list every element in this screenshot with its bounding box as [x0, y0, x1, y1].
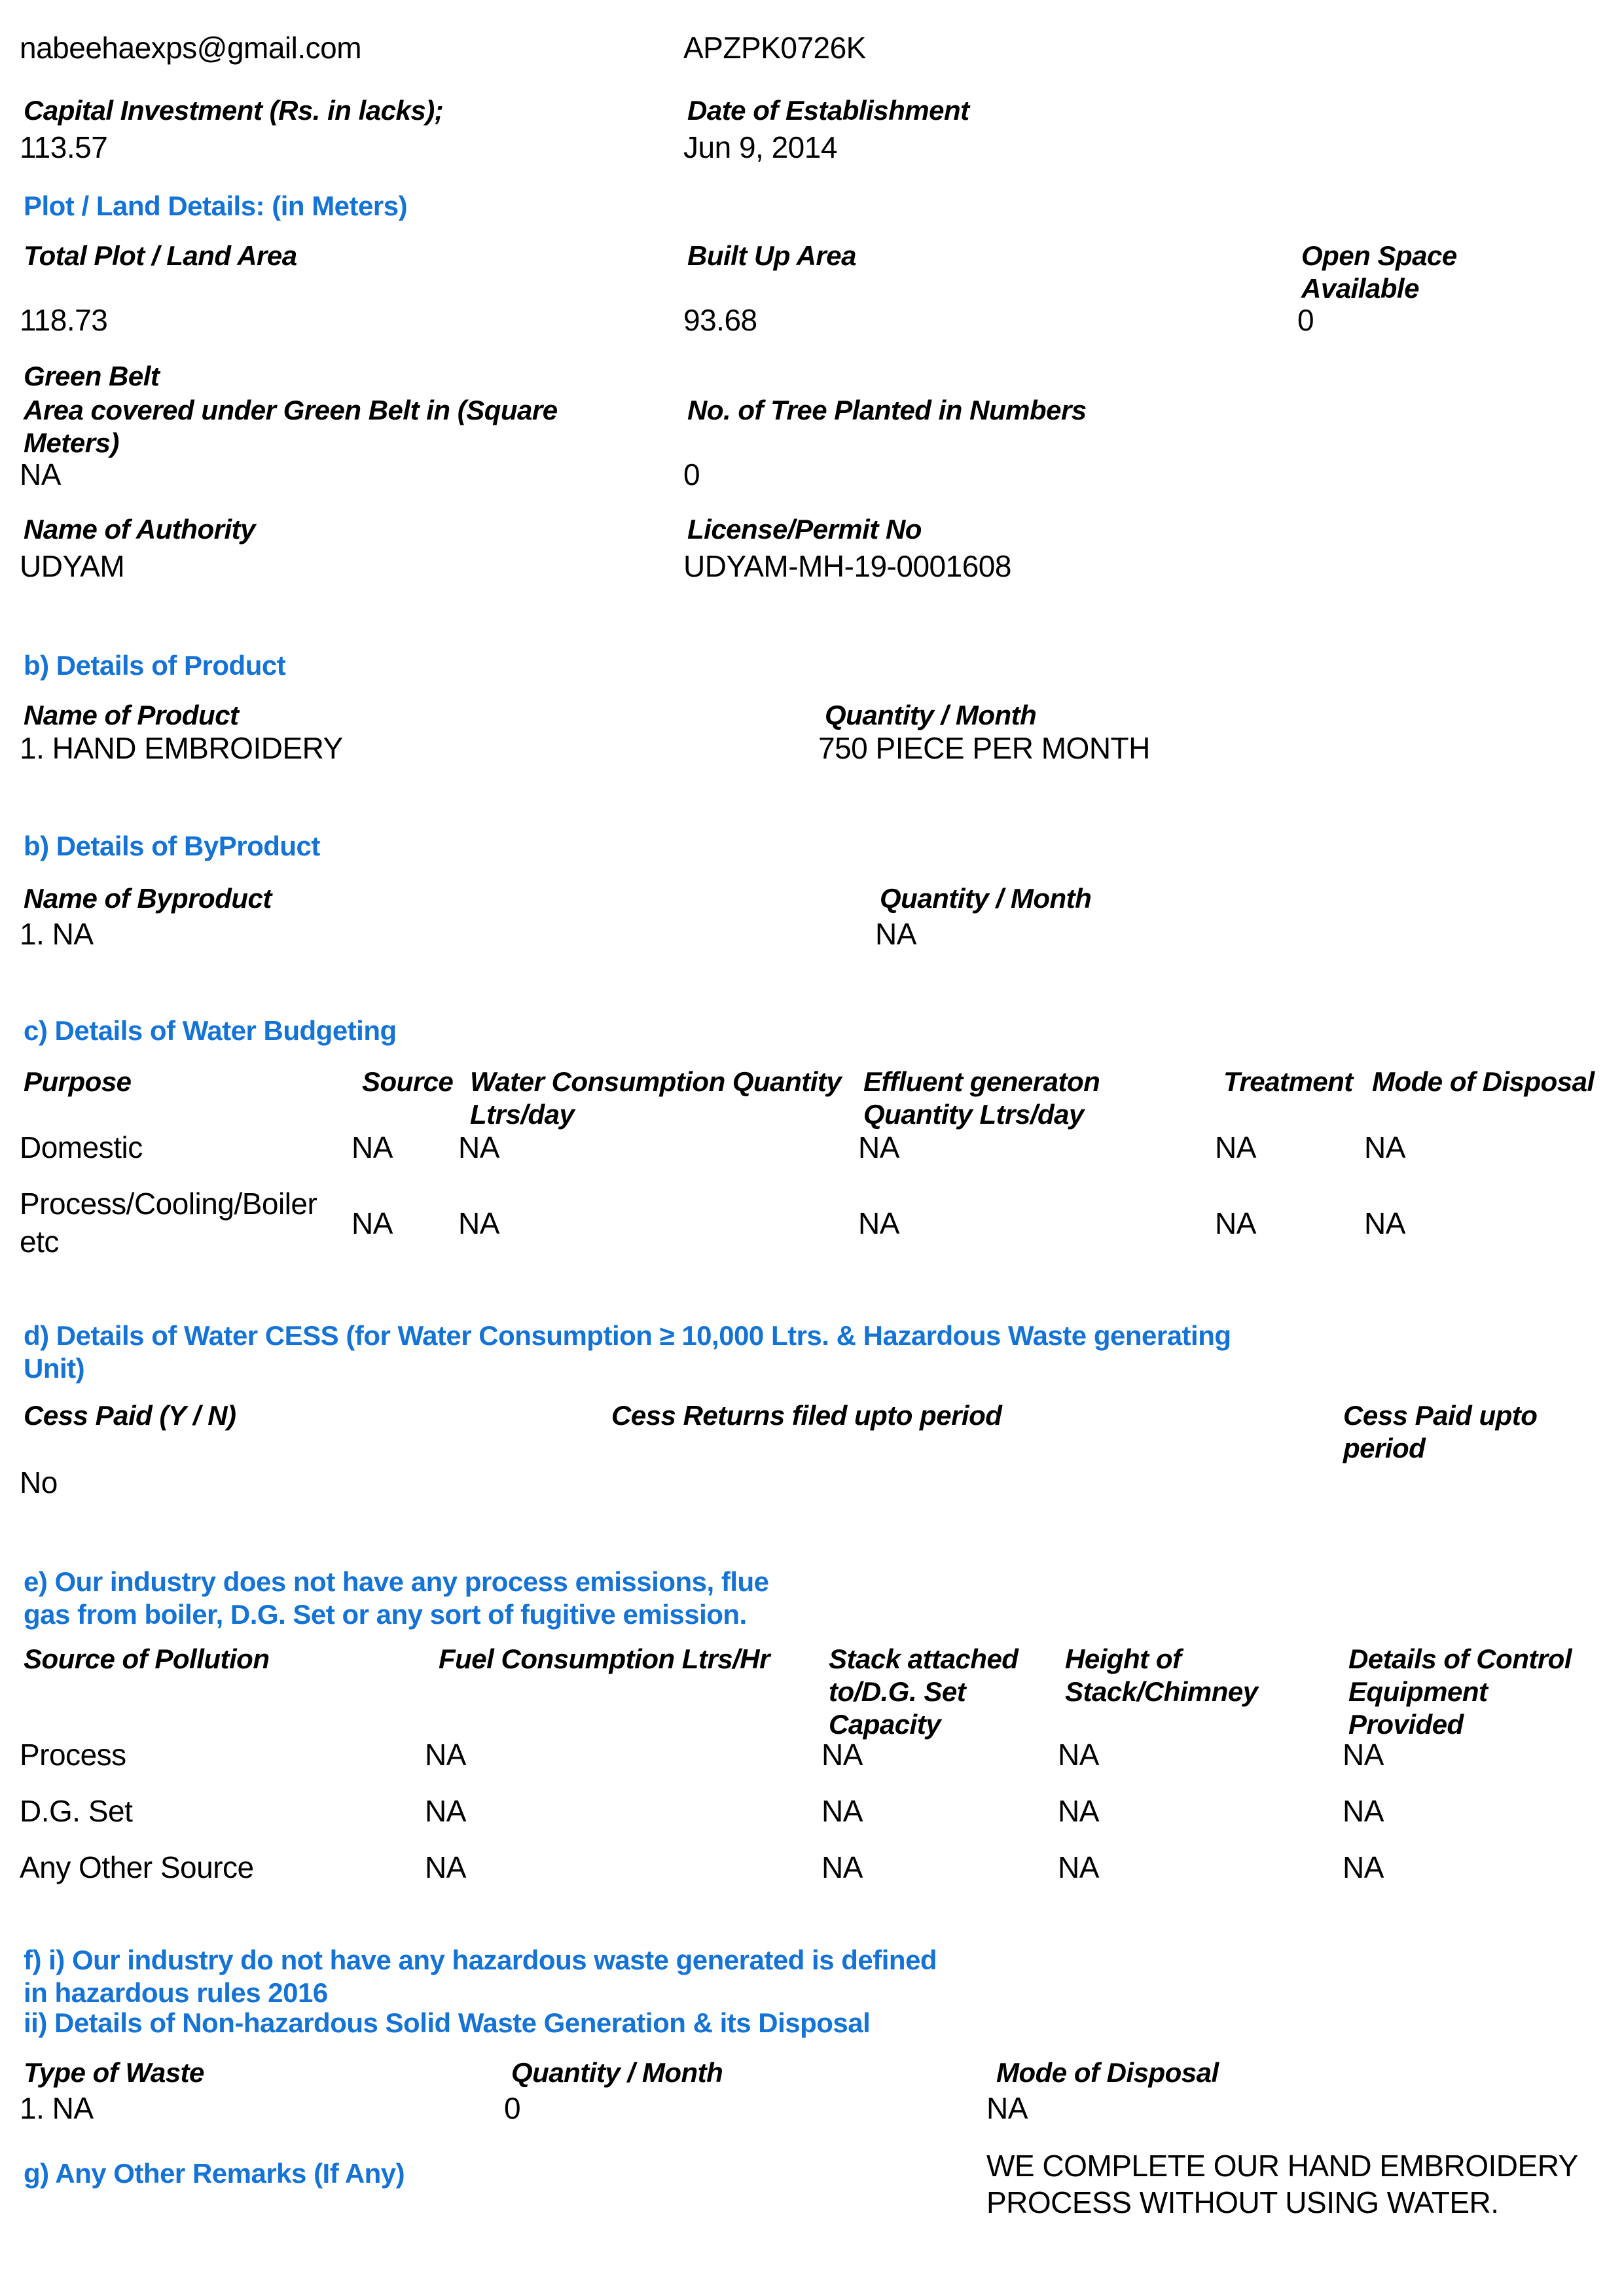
waste-qty-value: 0 [504, 2091, 521, 2125]
byproduct-name-value: 1. NA [20, 917, 94, 951]
section-heading-water-budget: c) Details of Water Budgeting [24, 1015, 397, 1046]
wb-row1-consumption: NA [458, 1130, 499, 1164]
cess-upto-label-line2: period [1343, 1433, 1426, 1463]
date-of-establishment-value: Jun 9, 2014 [683, 130, 837, 164]
em-row3-height: NA [1058, 1850, 1099, 1884]
section-heading-water-cess-line1: d) Details of Water CESS (for Water Consumption ≥ 10,000 Ltrs. & Hazardous Waste generating [24, 1320, 1231, 1351]
wb-row1-source: NA [352, 1130, 393, 1164]
wb-header-source: Source [362, 1066, 454, 1097]
green-belt-area-value: NA [20, 457, 61, 492]
wb-row2-source: NA [352, 1206, 393, 1240]
cess-paid-label: Cess Paid (Y / N) [24, 1400, 236, 1431]
wb-row1-treatment: NA [1215, 1130, 1256, 1164]
capital-investment-label: Capital Investment (Rs. in lacks); [24, 95, 444, 126]
em-header-height-line1: Height of [1065, 1643, 1182, 1674]
wb-header-effluent-line2: Quantity Ltrs/day [863, 1099, 1084, 1130]
em-row2-control: NA [1343, 1794, 1384, 1828]
product-qty-label: Quantity / Month [825, 700, 1037, 730]
em-row3-control: NA [1343, 1850, 1384, 1884]
open-space-value: 0 [1297, 303, 1314, 337]
built-up-area-label: Built Up Area [687, 240, 856, 271]
em-header-control-line3: Provided [1348, 1709, 1464, 1740]
em-header-control-line1: Details of Control [1348, 1643, 1572, 1674]
waste-type-label: Type of Waste [24, 2057, 204, 2088]
total-plot-value: 118.73 [20, 303, 108, 337]
em-row1-control: NA [1343, 1738, 1384, 1772]
remarks-value-line1: WE COMPLETE OUR HAND EMBROIDERY [986, 2149, 1578, 2183]
byproduct-name-label: Name of Byproduct [24, 883, 272, 914]
green-belt-area-label-line1: Area covered under Green Belt in (Square [24, 395, 558, 425]
em-row3-fuel: NA [425, 1850, 466, 1884]
em-row3-source: Any Other Source [20, 1850, 254, 1884]
section-heading-emissions-line2: gas from boiler, D.G. Set or any sort of fugitive emission. [24, 1599, 747, 1630]
wb-row1-purpose: Domestic [20, 1130, 143, 1164]
section-heading-product: b) Details of Product [24, 650, 286, 681]
section-heading-water-cess-line2: Unit) [24, 1353, 85, 1384]
em-row2-fuel: NA [425, 1794, 466, 1828]
remarks-value-line2: PROCESS WITHOUT USING WATER. [986, 2185, 1499, 2219]
section-heading-nonhazardous: ii) Details of Non-hazardous Solid Waste Generation & its Disposal [24, 2007, 871, 2038]
wb-header-effluent-line1: Effluent generaton [863, 1066, 1100, 1097]
built-up-area-value: 93.68 [683, 303, 757, 337]
em-row1-height: NA [1058, 1738, 1099, 1772]
wb-row2-purpose-line1: Process/Cooling/Boiler [20, 1187, 317, 1221]
byproduct-qty-value: NA [875, 917, 916, 951]
date-of-establishment-label: Date of Establishment [687, 95, 969, 126]
wb-row2-treatment: NA [1215, 1206, 1256, 1240]
wb-header-purpose: Purpose [24, 1066, 132, 1097]
authority-value: UDYAM [20, 549, 125, 583]
license-label: License/Permit No [687, 514, 922, 545]
product-qty-value: 750 PIECE PER MONTH [818, 731, 1150, 765]
wb-row1-effluent: NA [858, 1130, 899, 1164]
waste-disposal-label: Mode of Disposal [996, 2057, 1219, 2088]
section-heading-hazardous-line2: in hazardous rules 2016 [24, 1977, 328, 2008]
em-header-fuel: Fuel Consumption Ltrs/Hr [439, 1643, 770, 1674]
em-header-stack-line2: to/D.G. Set [829, 1676, 966, 1707]
cess-upto-label-line1: Cess Paid upto [1343, 1400, 1538, 1431]
em-row2-stack: NA [821, 1794, 863, 1828]
em-row1-fuel: NA [425, 1738, 466, 1772]
byproduct-qty-label: Quantity / Month [880, 883, 1092, 914]
wb-row2-consumption: NA [458, 1206, 499, 1240]
green-belt-label: Green Belt [24, 361, 160, 391]
em-header-height-line2: Stack/Chimney [1065, 1676, 1258, 1707]
section-heading-byproduct: b) Details of ByProduct [24, 831, 320, 861]
trees-planted-label: No. of Tree Planted in Numbers [687, 395, 1087, 425]
em-header-stack-line3: Capacity [829, 1709, 941, 1740]
open-space-label-line1: Open Space [1301, 240, 1457, 271]
authority-label: Name of Authority [24, 514, 255, 545]
wb-header-treatment: Treatment [1223, 1066, 1353, 1097]
section-heading-emissions-line1: e) Our industry does not have any process emissions, flue [24, 1566, 769, 1597]
section-heading-plot-land-details: Plot / Land Details: (in Meters) [24, 190, 408, 221]
wb-row2-effluent: NA [858, 1206, 899, 1240]
wb-header-consumption-line2: Ltrs/day [470, 1099, 575, 1130]
cess-paid-value: No [20, 1465, 58, 1499]
em-row3-stack: NA [821, 1850, 863, 1884]
wb-row1-disposal: NA [1364, 1130, 1405, 1164]
em-header-source: Source of Pollution [24, 1643, 270, 1674]
pan-number-value: APZPK0726K [683, 31, 866, 65]
section-heading-remarks: g) Any Other Remarks (If Any) [24, 2158, 405, 2189]
product-name-value: 1. HAND EMBROIDERY [20, 731, 343, 765]
waste-qty-label: Quantity / Month [511, 2057, 723, 2088]
license-value: UDYAM-MH-19-0001608 [683, 549, 1011, 583]
em-row2-height: NA [1058, 1794, 1099, 1828]
waste-disposal-value: NA [986, 2091, 1028, 2125]
product-name-label: Name of Product [24, 700, 239, 730]
total-plot-label: Total Plot / Land Area [24, 240, 297, 271]
capital-investment-value: 113.57 [20, 130, 108, 164]
wb-header-disposal: Mode of Disposal [1372, 1066, 1595, 1097]
em-header-stack-line1: Stack attached [829, 1643, 1019, 1674]
open-space-label-line2: Available [1301, 273, 1419, 304]
green-belt-area-label-line2: Meters) [24, 427, 119, 458]
em-header-control-line2: Equipment [1348, 1676, 1488, 1707]
wb-row2-disposal: NA [1364, 1206, 1405, 1240]
em-row1-source: Process [20, 1738, 126, 1772]
section-heading-hazardous-line1: f) i) Our industry do not have any hazardous waste generated is defined [24, 1945, 937, 1975]
em-row1-stack: NA [821, 1738, 863, 1772]
wb-row2-purpose-line2: etc [20, 1225, 59, 1259]
cess-returns-label: Cess Returns filed upto period [611, 1400, 1002, 1431]
em-row2-source: D.G. Set [20, 1794, 133, 1828]
trees-planted-value: 0 [683, 457, 700, 492]
waste-type-value: 1. NA [20, 2091, 94, 2125]
email-value: nabeehaexps@gmail.com [20, 31, 362, 65]
wb-header-consumption-line1: Water Consumption Quantity [470, 1066, 842, 1097]
